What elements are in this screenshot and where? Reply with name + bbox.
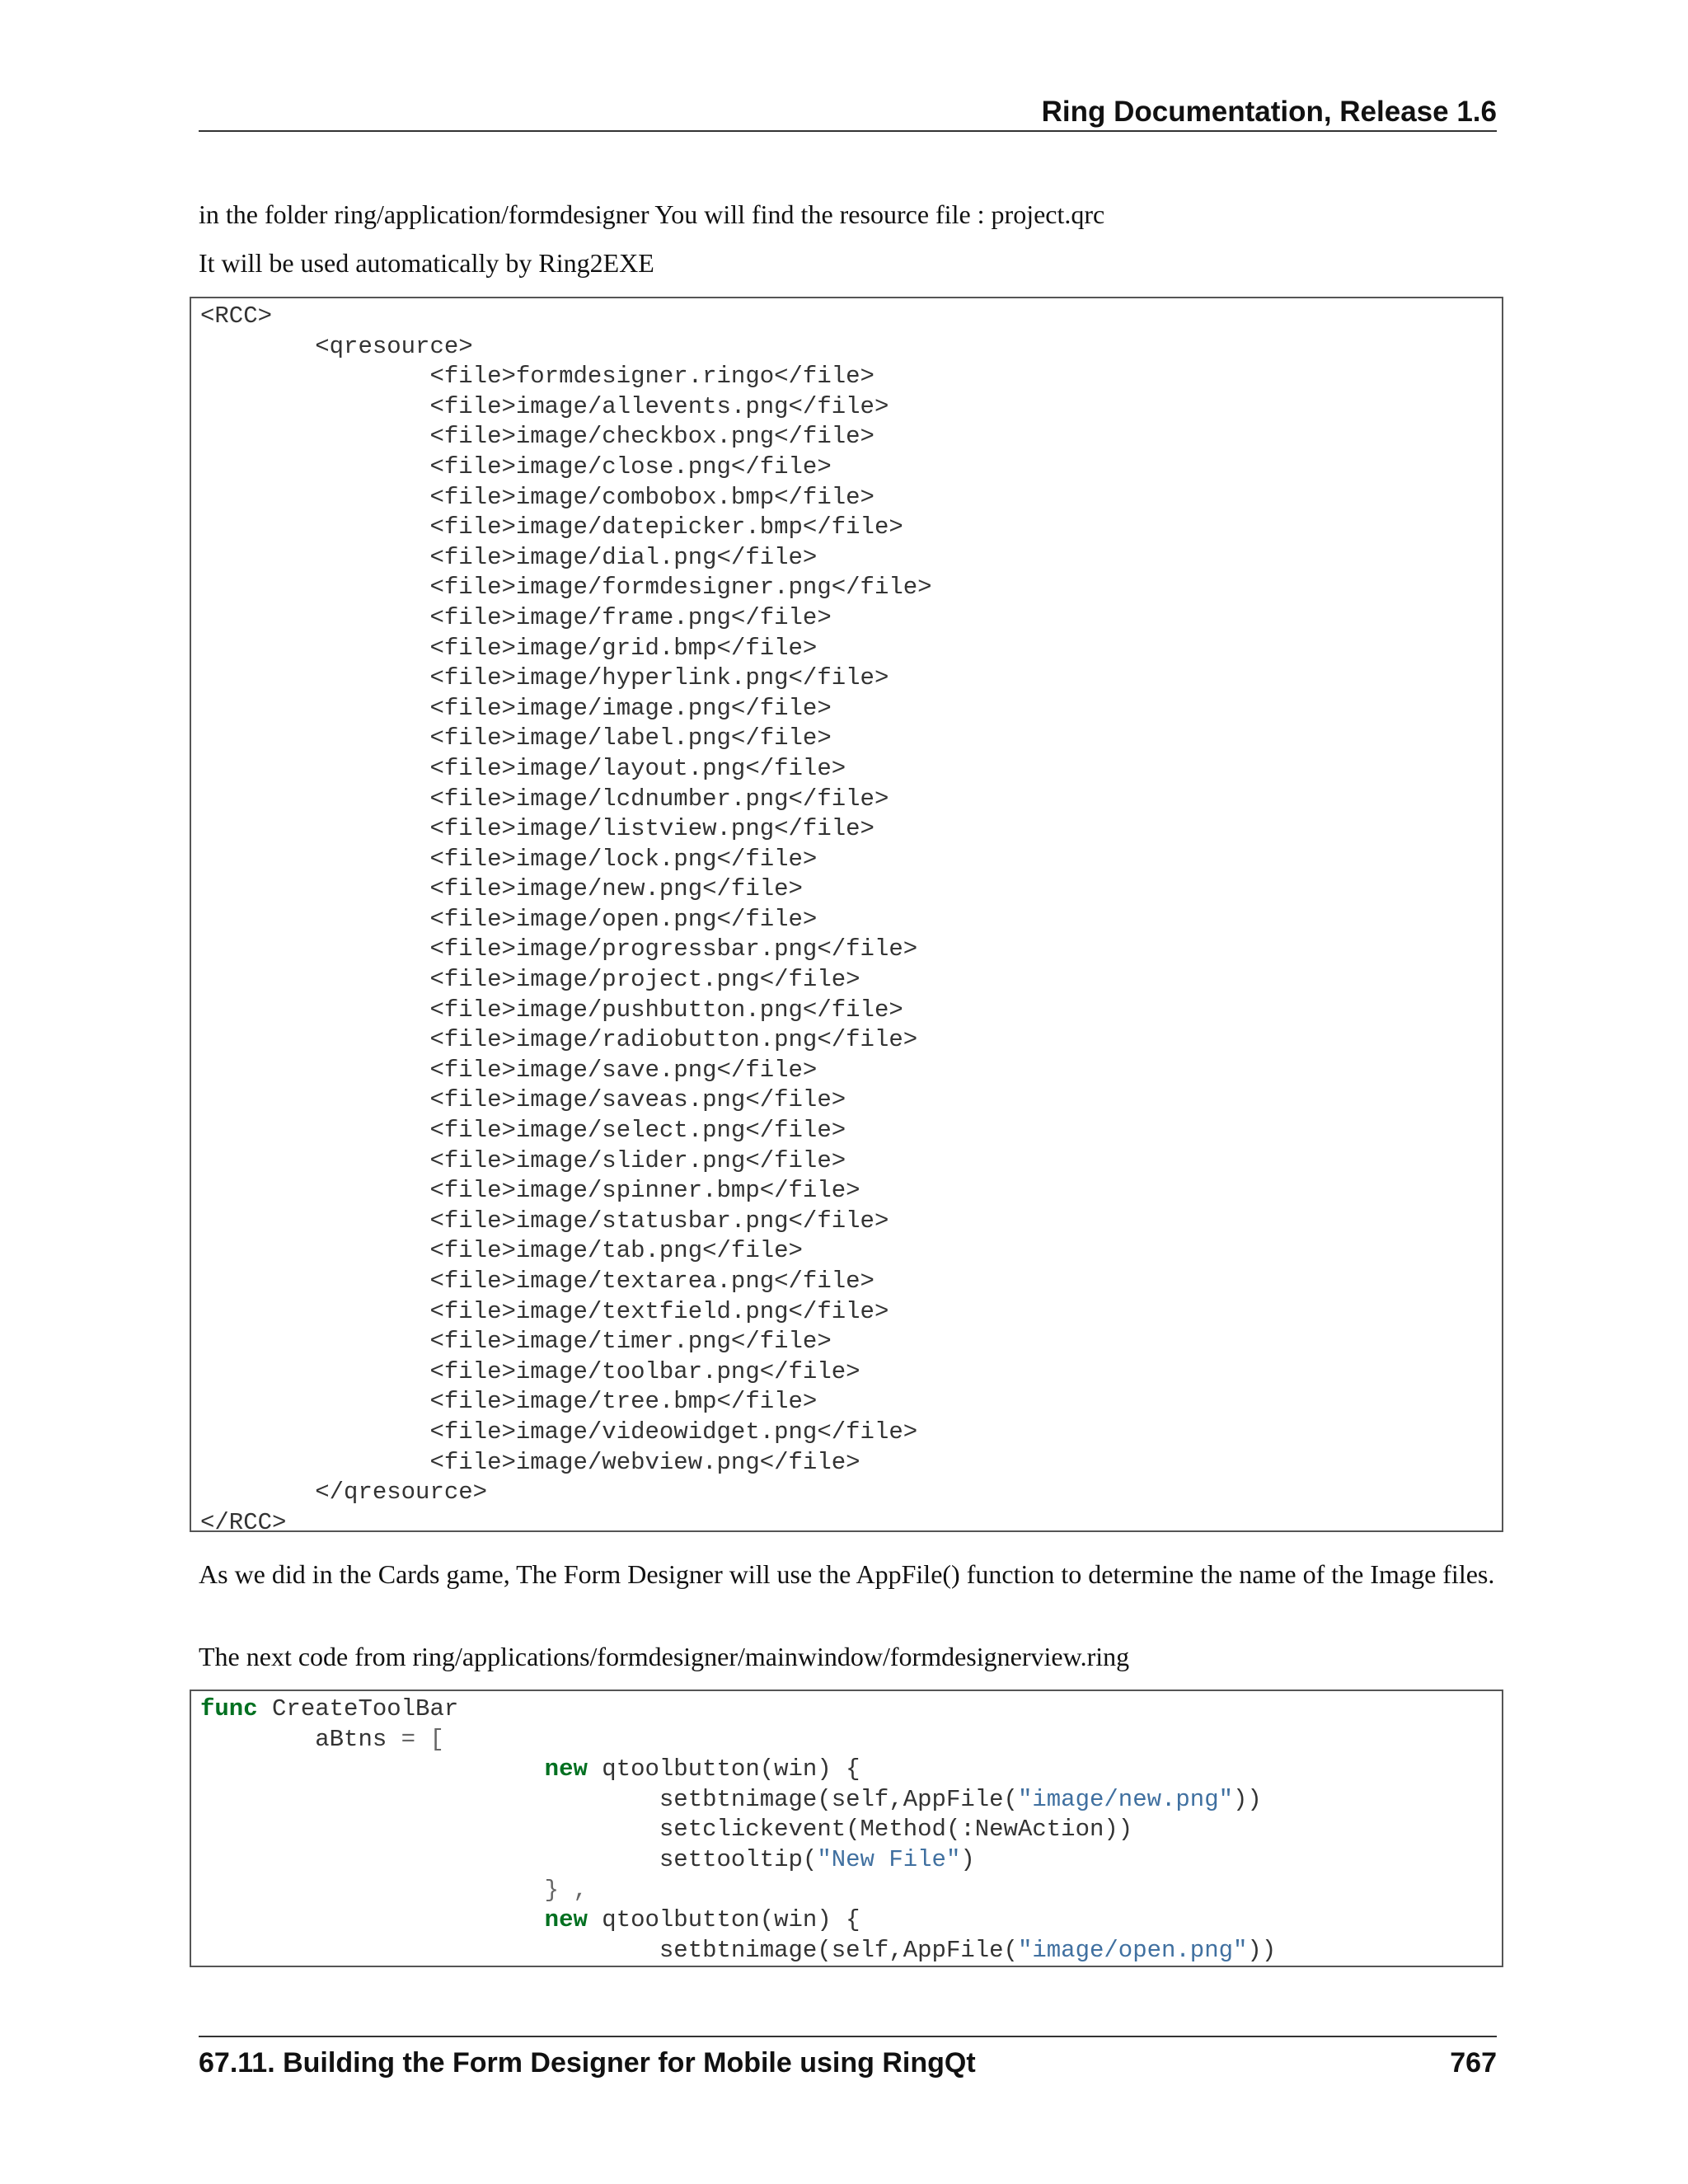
keyword-func: func bbox=[200, 1695, 258, 1722]
code-indent bbox=[200, 1906, 545, 1933]
qrc-code-line: <file>image/tab.png</file> bbox=[200, 1237, 803, 1265]
code-fragment: setbtnimage(self,AppFile( bbox=[200, 1785, 1018, 1813]
qrc-code-line: <file>image/datepicker.bmp</file> bbox=[200, 513, 903, 541]
qrc-code-line: <file>image/project.png</file> bbox=[200, 966, 860, 994]
code-indent bbox=[200, 1755, 545, 1783]
code-operator: = [ bbox=[401, 1725, 444, 1753]
code-fragment: )) bbox=[1233, 1785, 1262, 1813]
qrc-code-line: <file>image/listview.png</file> bbox=[200, 815, 874, 843]
qrc-code-line: <file>image/saveas.png</file> bbox=[200, 1086, 846, 1114]
qrc-code-line: <file>image/lock.png</file> bbox=[200, 845, 818, 873]
qrc-code-line: <file>image/spinner.bmp</file> bbox=[200, 1177, 860, 1205]
qrc-code-line: <file>image/label.png</file> bbox=[200, 724, 832, 752]
code-fragment: )) bbox=[1247, 1936, 1277, 1964]
qrc-code-line: <file>image/select.png</file> bbox=[200, 1117, 846, 1145]
header-title: Ring Documentation, Release 1.6 bbox=[1041, 96, 1497, 128]
qrc-code-line: <file>image/dial.png</file> bbox=[200, 543, 818, 571]
qrc-code-line: <file>image/image.png</file> bbox=[200, 694, 832, 722]
qrc-code-line: <RCC> bbox=[200, 302, 273, 330]
code-operator: } , bbox=[544, 1876, 588, 1904]
qrc-code-line: <file>image/textarea.png</file> bbox=[200, 1268, 874, 1295]
qrc-code-text bbox=[191, 298, 1502, 1532]
qrc-code-line: <file>image/combobox.bmp</file> bbox=[200, 483, 874, 511]
qrc-code-line: <file>image/hyperlink.png</file> bbox=[200, 664, 889, 692]
keyword-new: new bbox=[544, 1906, 588, 1934]
qrc-code-line: </RCC> bbox=[200, 1508, 287, 1532]
qrc-code-line: <file>image/close.png</file> bbox=[200, 452, 832, 480]
code-fragment: settooltip( bbox=[200, 1845, 818, 1873]
code-fragment: aBtns bbox=[200, 1725, 401, 1753]
qrc-code-line: <file>image/open.png</file> bbox=[200, 905, 818, 933]
qrc-code-line: <file>image/slider.png</file> bbox=[200, 1146, 846, 1174]
qrc-code-line: <file>image/frame.png</file> bbox=[200, 603, 832, 631]
code-fragment: CreateToolBar bbox=[257, 1695, 459, 1722]
qrc-code-line: <file>image/radiobutton.png</file> bbox=[200, 1026, 918, 1054]
qrc-code-line: <file>image/textfield.png</file> bbox=[200, 1297, 889, 1325]
qrc-code-block bbox=[190, 297, 1503, 1532]
code-fragment: setclickevent(Method(:NewAction)) bbox=[200, 1816, 1133, 1844]
qrc-code-line: <file>image/layout.png</file> bbox=[200, 754, 846, 782]
qrc-code-line: <file>image/progressbar.png</file> bbox=[200, 935, 918, 963]
ring-code-text bbox=[191, 1691, 1502, 1966]
page-footer bbox=[199, 2036, 1497, 2087]
qrc-code-line: <file>image/lcdnumber.png</file> bbox=[200, 785, 889, 813]
qrc-code-line: <file>image/webview.png</file> bbox=[200, 1448, 860, 1476]
qrc-code-line: <file>image/grid.bmp</file> bbox=[200, 634, 818, 662]
qrc-code-line: <file>image/allevents.png</file> bbox=[200, 392, 889, 420]
qrc-code-line: <file>image/formdesigner.png</file> bbox=[200, 574, 932, 602]
keyword-new: new bbox=[544, 1755, 588, 1783]
qrc-code-line: <file>image/videowidget.png</file> bbox=[200, 1418, 918, 1446]
qrc-code-line: <file>image/toolbar.png</file> bbox=[200, 1357, 860, 1385]
qrc-code-line: <file>image/statusbar.png</file> bbox=[200, 1207, 889, 1235]
paragraph-resource-file: in the folder ring/application/formdesigner You will find the resource file : project.qrc bbox=[199, 199, 1105, 229]
qrc-code-line: <file>image/save.png</file> bbox=[200, 1056, 818, 1084]
page-header bbox=[199, 89, 1497, 132]
footer-section-title: 67.11. Building the Form Designer for Mobile using RingQt bbox=[199, 2047, 976, 2079]
paragraph-ring2exe: It will be used automatically by Ring2EXE bbox=[199, 248, 654, 278]
page-number: 767 bbox=[1450, 2047, 1497, 2079]
code-fragment: qtoolbutton(win) { bbox=[587, 1755, 860, 1783]
code-fragment: qtoolbutton(win) { bbox=[587, 1906, 860, 1934]
qrc-code-line: <file>image/timer.png</file> bbox=[200, 1328, 832, 1356]
code-string: "image/open.png" bbox=[1017, 1936, 1248, 1964]
code-indent bbox=[200, 1877, 545, 1904]
qrc-code-line: <file>image/checkbox.png</file> bbox=[200, 423, 874, 451]
qrc-code-line: <file>formdesigner.ringo</file> bbox=[200, 363, 874, 391]
qrc-code-line: <qresource> bbox=[200, 332, 473, 360]
qrc-code-line: <file>image/pushbutton.png</file> bbox=[200, 996, 903, 1024]
code-fragment: setbtnimage(self,AppFile( bbox=[200, 1936, 1018, 1964]
qrc-code-line: <file>image/new.png</file> bbox=[200, 875, 803, 903]
code-string: "image/new.png" bbox=[1017, 1785, 1234, 1813]
qrc-code-line: <file>image/tree.bmp</file> bbox=[200, 1388, 818, 1416]
code-string: "New File" bbox=[817, 1845, 961, 1873]
ring-code-block bbox=[190, 1690, 1503, 1967]
paragraph-appfile: As we did in the Cards game, The Form Designer will use the AppFile() function to determine the name of the Image files. bbox=[199, 1559, 1495, 1589]
qrc-code-line: </qresource> bbox=[200, 1479, 488, 1507]
paragraph-next-code: The next code from ring/applications/formdesigner/mainwindow/formdesignerview.ring bbox=[199, 1642, 1130, 1671]
code-fragment: ) bbox=[960, 1845, 975, 1873]
